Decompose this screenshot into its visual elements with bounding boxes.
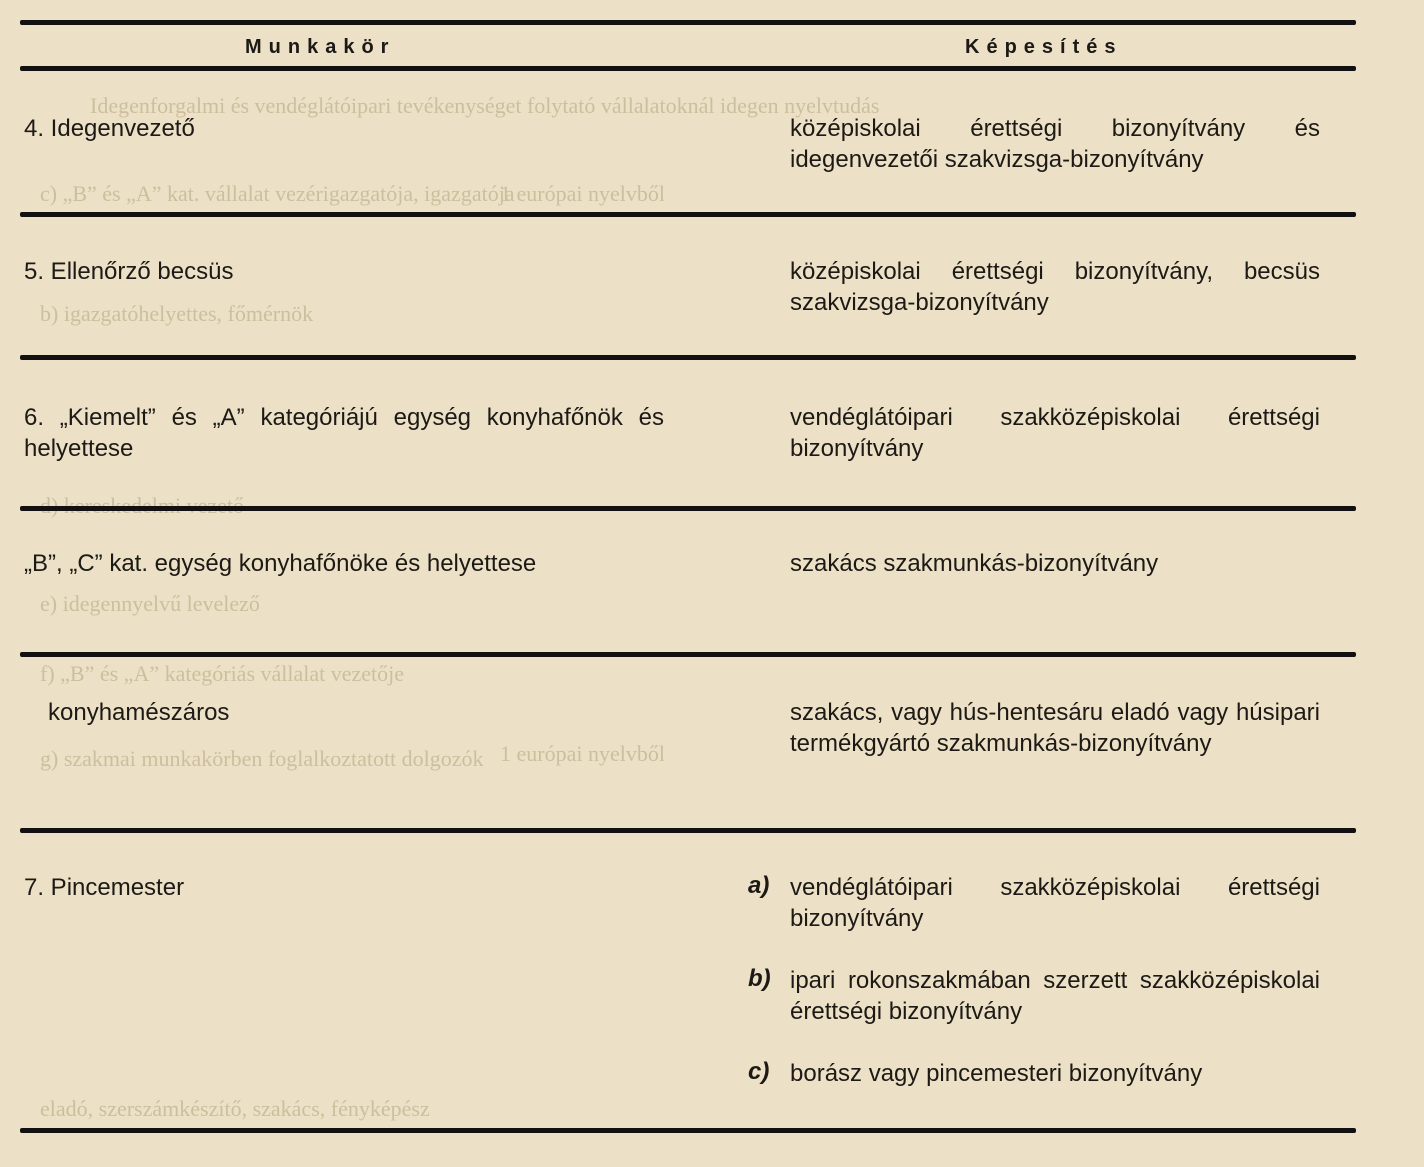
option-letter: c)	[748, 1058, 770, 1085]
qualification-option: vendéglátóipari szakközépiskolai érettségi bizonyítvány	[790, 874, 1320, 932]
row-divider	[20, 355, 1356, 360]
bleed-through-text: 1 európai nyelvből	[500, 181, 665, 206]
row-divider	[20, 506, 1356, 511]
column-header-qualification: Képesítés	[965, 36, 1123, 58]
qualification: vendéglátóipari szakközépiskolai érettségi bizonyítvány	[790, 404, 1320, 462]
bleed-through-text: Idegenforgalmi és vendéglátóipari tevékenységet folytató vállalatoknál idegen nyelvtudás	[90, 93, 880, 118]
table-bottom-rule	[20, 1128, 1356, 1133]
job-title: 7. Pincemester	[24, 874, 185, 901]
qualification-option: borász vagy pincemesteri bizonyítvány	[790, 1060, 1203, 1087]
qualification: középiskolai érettségi bizonyítvány, becsüs szakvizsga-bizonyítvány	[790, 258, 1320, 316]
option-letter: a)	[748, 872, 770, 899]
qualification-option: ipari rokonszakmában szerzett szakközépiskolai érettségi bizonyítvány	[790, 967, 1320, 1025]
qualification: szakács, vagy hús-hentesáru eladó vagy húsipari termékgyártó szakmunkás-bizonyítvány	[790, 699, 1320, 757]
bleed-through-text: g) szakmai munkakörben foglalkoztatott dolgozók	[40, 746, 484, 771]
qualification: szakács szakmunkás-bizonyítvány	[790, 550, 1159, 577]
row-divider	[20, 828, 1356, 833]
bleed-through-text: b) igazgatóhelyettes, főmérnök	[40, 301, 314, 326]
header-bottom-rule	[20, 66, 1356, 71]
qualification: középiskolai érettségi bizonyítvány és idegenvezetői szakvizsga-bizonyítvány	[790, 115, 1320, 173]
row-divider	[20, 212, 1356, 217]
bleed-through-text: 1 európai nyelvből	[500, 741, 665, 766]
bleed-through-text: eladó, szerszámkészítő, szakács, fényképész	[40, 1096, 430, 1121]
job-title: 5. Ellenőrző becsüs	[24, 258, 234, 285]
column-header-job: Munkakör	[245, 36, 396, 58]
bleed-through-text: e) idegennyelvű levelező	[40, 591, 260, 616]
bleed-through-text: f) „B” és „A” kategóriás vállalat vezetője	[40, 661, 405, 686]
job-title: „B”, „C” kat. egység konyhafőnöke és helyettese	[24, 550, 537, 577]
bleed-through-text: c) „B” és „A” kat. vállalat vezérigazgatója, igazgatója	[40, 181, 515, 206]
job-title: 4. Idegenvezető	[24, 115, 195, 142]
option-letter: b)	[748, 965, 771, 992]
job-title: 6. „Kiemelt” és „A” kategóriájú egység konyhafőnök és helyettese	[24, 404, 664, 462]
job-title: konyhamészáros	[48, 699, 230, 726]
table-top-rule	[20, 20, 1356, 25]
row-divider	[20, 652, 1356, 657]
